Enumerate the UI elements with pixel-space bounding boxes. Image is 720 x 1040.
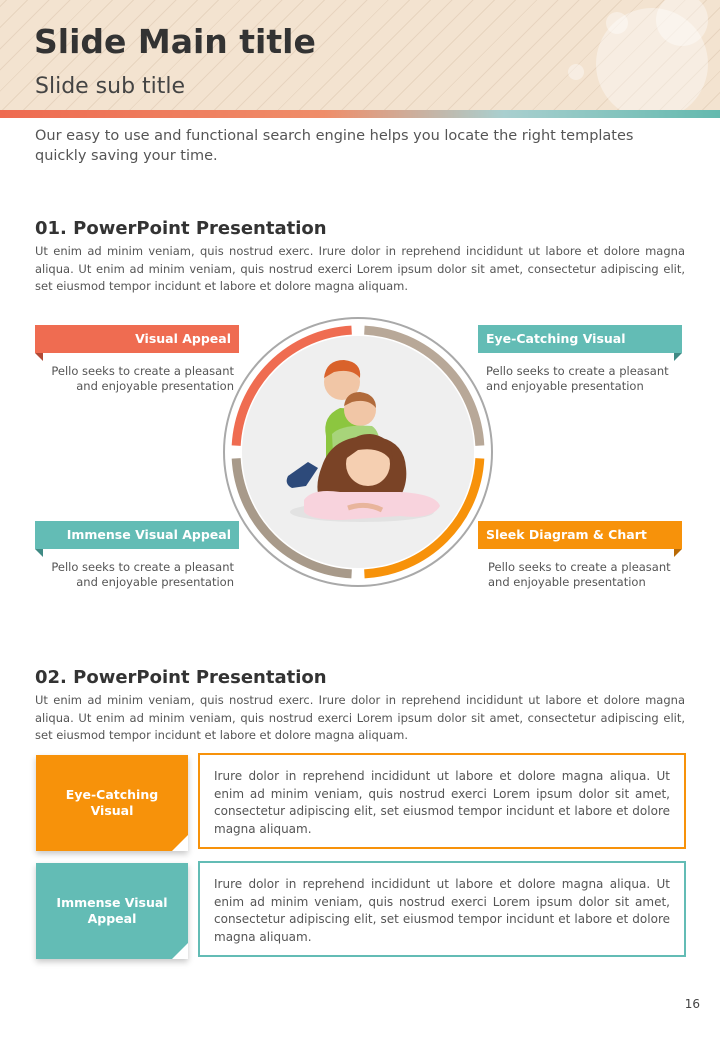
ribbon-label: Eye-Catching Visual xyxy=(486,331,626,346)
center-circle-diagram xyxy=(222,316,494,588)
header-gradient-line xyxy=(0,110,720,118)
ribbon-immense-visual-appeal xyxy=(35,521,239,549)
desc-sleek-diagram-chart: Pello seeks to create a pleasant and enjoyable presentation xyxy=(488,560,671,589)
section2-title: 02. PowerPoint Presentation xyxy=(35,667,327,688)
folded-corner xyxy=(172,943,188,959)
page-number: 16 xyxy=(684,997,700,1011)
desc-eye-catching-visual: Pello seeks to create a pleasant and enjoyable presentation xyxy=(486,364,669,393)
section2-body: Ut enim ad minim veniam, quis nostrud exerc. Irure dolor in reprehend incididunt ut labore et dolore magna aliqua. Ut enim ad minim veniam, quis nostrud exerci Lorem ipsum dolor sit amet, consectetur adipiscing elit, set eiusmod tempor incidunt et labore et dolore magna aliquam. xyxy=(35,693,685,742)
desc-visual-appeal: Pello seeks to create a pleasant and enjoyable presentation xyxy=(51,364,234,393)
intro-text: Our easy to use and functional search engine helps you locate the right templates quickly saving your time. xyxy=(35,128,634,164)
ribbon-fold xyxy=(674,549,682,557)
slide-main-title: Slide Main title xyxy=(34,22,316,61)
text-box-content: Irure dolor in reprehend incididunt ut labore et dolore magna aliqua. Ut enim ad minim veniam, quis nostrud exerci Lorem ipsum dolor sit amet, consectetur adipiscing elit, set eiusmod tempor incidunt et labore et dolore magna aliquam. xyxy=(214,769,670,836)
ribbon-fold xyxy=(35,549,43,557)
bokeh-decoration xyxy=(568,64,584,80)
slide-subtitle: Slide sub title xyxy=(35,74,186,99)
ribbon-fold xyxy=(674,353,682,361)
ribbon-label: Immense Visual Appeal xyxy=(66,527,231,542)
ribbon-label: Visual Appeal xyxy=(135,331,231,346)
folded-corner xyxy=(172,835,188,851)
label-box-immense-visual-appeal xyxy=(36,863,188,959)
ribbon-sleek-diagram-chart xyxy=(478,521,682,549)
ribbon-fold xyxy=(35,353,43,361)
ring-svg xyxy=(222,316,494,588)
text-box-content: Irure dolor in reprehend incididunt ut labore et dolore magna aliqua. Ut enim ad minim veniam, quis nostrud exerci Lorem ipsum dolor sit amet, consectetur adipiscing elit, set eiusmod tempor incidunt et labore et dolore magna aliquam. xyxy=(214,877,670,944)
label-box-text: Eye-Catching Visual xyxy=(65,787,159,818)
section1-body: Ut enim ad minim veniam, quis nostrud exerc. Irure dolor in reprehend incididunt ut labore et dolore magna aliqua. Ut enim ad minim veniam, quis nostrud exerci Lorem ipsum dolor sit amet, consectetur adipiscing elit, set eiusmod tempor incidunt et labore et dolore magna aliquam. xyxy=(35,244,685,293)
text-box-eye-catching-visual xyxy=(198,753,686,849)
label-box-eye-catching-visual xyxy=(36,755,188,851)
label-box-text: Immense Visual Appeal xyxy=(56,895,168,926)
slide-header xyxy=(0,0,720,113)
text-box-immense-visual-appeal xyxy=(198,861,686,957)
desc-immense-visual-appeal: Pello seeks to create a pleasant and enjoyable presentation xyxy=(51,560,234,589)
ribbon-label: Sleek Diagram & Chart xyxy=(486,527,647,542)
ribbon-eye-catching-visual xyxy=(478,325,682,353)
bokeh-decoration xyxy=(606,12,628,34)
ribbon-visual-appeal xyxy=(35,325,239,353)
section1-title: 01. PowerPoint Presentation xyxy=(35,218,327,239)
